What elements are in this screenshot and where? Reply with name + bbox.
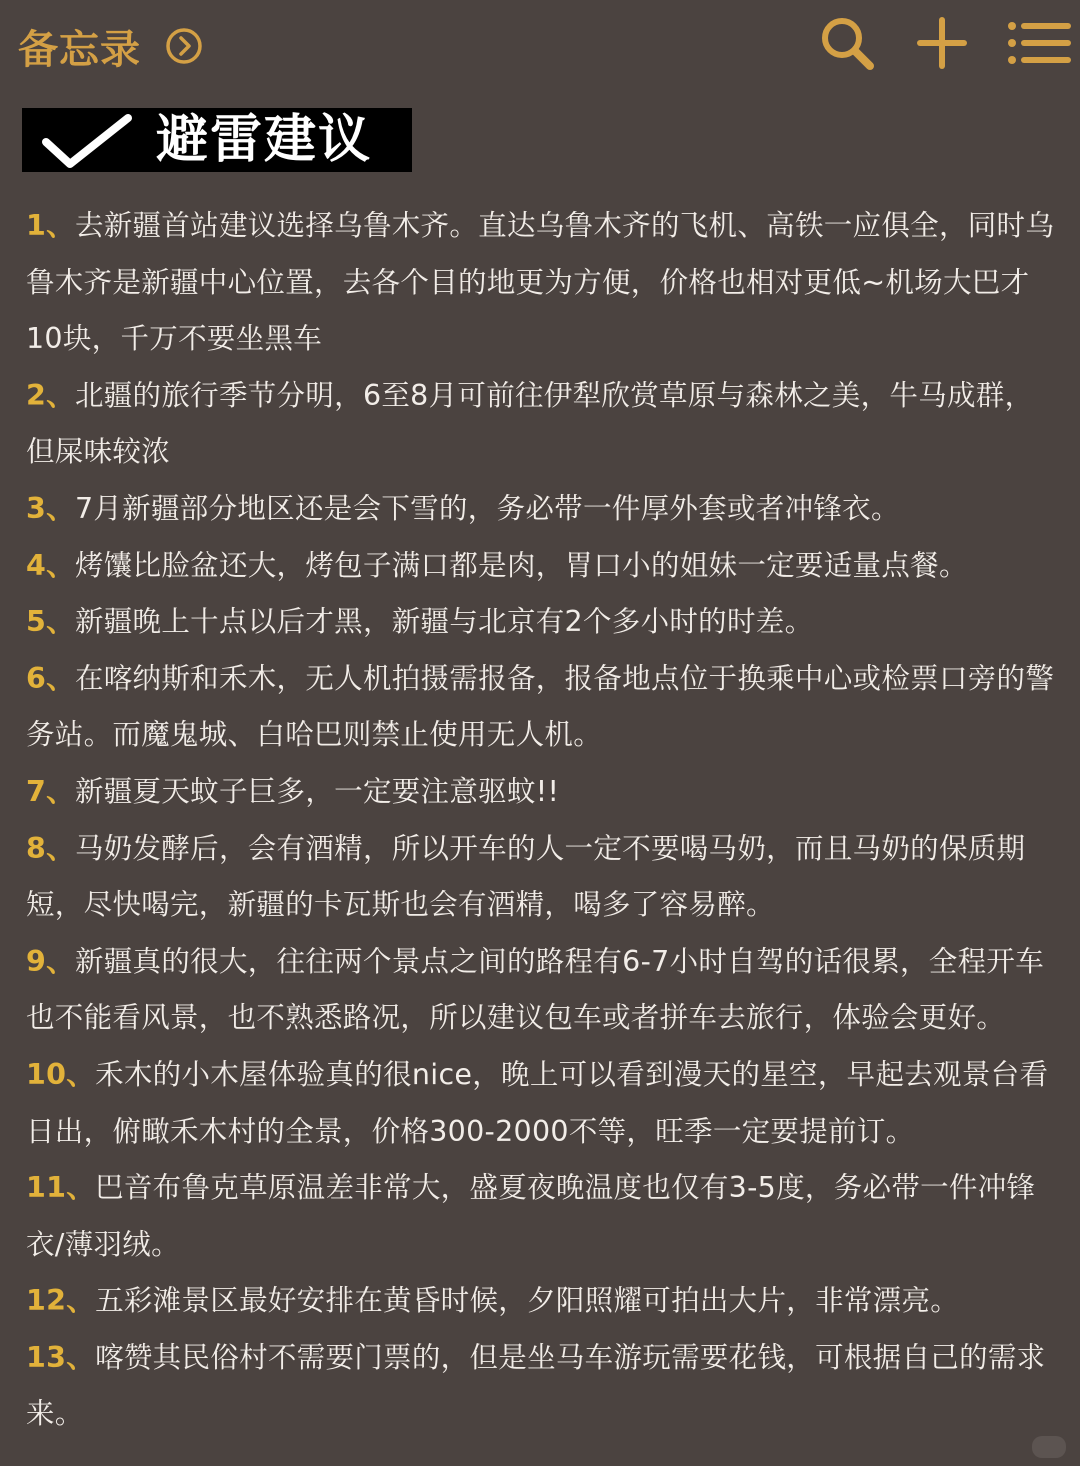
item-text: 新疆真的很大，往往两个景点之间的路程有6-7小时自驾的话很累，全程开车也不能看风景，也不熟悉路况，所以建议包车或者拼车去旅行，体验会更好。	[26, 944, 1044, 1035]
section-heading	[22, 108, 412, 172]
item-number: 10、	[26, 1057, 96, 1091]
app-title[interactable]: 备忘录	[18, 27, 141, 73]
item-number: 1、	[26, 209, 75, 242]
list-item	[26, 821, 1060, 934]
list-item	[26, 1047, 1060, 1160]
item-text: 烤馕比脸盆还大，烤包子满口都是肉，胃口小的姐妹一定要适量点餐。	[74, 548, 968, 582]
heading-title: 避雷建议	[156, 110, 373, 170]
item-number: 2、	[26, 378, 75, 412]
list-item	[26, 368, 1060, 481]
item-text: 去新疆首站建议选择乌鲁木齐。直达乌鲁木齐的飞机、高铁一应俱全，同时乌鲁木齐是新疆中心位置，去各个目的地更为方便，价格也相对更低~机场大巴才10块，千万不要坐黑车	[26, 209, 1055, 356]
item-number: 11、	[26, 1171, 96, 1205]
item-text: 巴音布鲁克草原温差非常大，盛夏夜晚温度也仅有3-5度，务必带一件冲锋衣/薄羽绒。	[26, 1171, 1036, 1261]
list-item	[26, 764, 1060, 821]
item-text: 五彩滩景区最好安排在黄昏时候，夕阳照耀可拍出大片，非常漂亮。	[95, 1284, 960, 1318]
item-number: 3、	[26, 491, 75, 525]
search-icon[interactable]	[818, 14, 878, 74]
list-item	[26, 1160, 1060, 1273]
item-number: 12、	[26, 1284, 96, 1318]
list-item	[26, 934, 1060, 1047]
item-text: 新疆晚上十点以后才黑，新疆与北京有2个多小时的时差。	[74, 605, 814, 639]
item-number: 4、	[26, 548, 75, 582]
item-number: 5、	[26, 605, 75, 639]
item-text: 喀赞其民俗村不需要门票的，但是坐马车游玩需要花钱，可根据自己的需求来。	[26, 1340, 1046, 1431]
list-item	[26, 481, 1060, 538]
list-menu-icon[interactable]	[1006, 14, 1072, 70]
item-text: 禾木的小木屋体验真的很nice，晚上可以看到漫天的星空，早起去观景台看日出，俯瞰禾木村的全景，价格300-2000不等，旺季一定要提前订。	[26, 1057, 1049, 1148]
note-list	[26, 198, 1060, 1443]
plus-icon[interactable]	[916, 14, 968, 72]
item-text: 马奶发酵后，会有酒精，所以开车的人一定不要喝马奶，而且马奶的保质期短，尽快喝完，新疆的卡瓦斯也会有酒精，喝多了容易醉。	[26, 831, 1026, 922]
list-item	[26, 198, 1060, 368]
item-number: 9、	[26, 944, 75, 978]
list-item	[26, 594, 1060, 651]
checkmark-icon	[40, 112, 136, 170]
item-number: 7、	[26, 774, 75, 808]
chevron-right-circle-icon[interactable]	[164, 26, 204, 66]
watermark-logo	[1032, 1436, 1066, 1458]
item-text: 7月新疆部分地区还是会下雪的，务必带一件厚外套或者冲锋衣。	[74, 491, 900, 525]
list-item	[26, 1273, 1060, 1330]
item-text: 北疆的旅行季节分明，6至8月可前往伊犁欣赏草原与森林之美，牛马成群，但屎味较浓	[26, 378, 1034, 469]
list-item	[26, 651, 1060, 764]
item-number: 8、	[26, 831, 75, 865]
item-number: 6、	[26, 661, 75, 695]
item-number: 13、	[26, 1340, 96, 1374]
list-item	[26, 538, 1060, 595]
top-toolbar	[0, 0, 1080, 92]
list-item	[26, 1330, 1060, 1443]
item-text: 新疆夏天蚊子巨多，一定要注意驱蚊!!	[74, 774, 560, 808]
item-text: 在喀纳斯和禾木，无人机拍摄需报备，报备地点位于换乘中心或检票口旁的警务站。而魔鬼城、白哈巴则禁止使用无人机。	[26, 661, 1055, 752]
